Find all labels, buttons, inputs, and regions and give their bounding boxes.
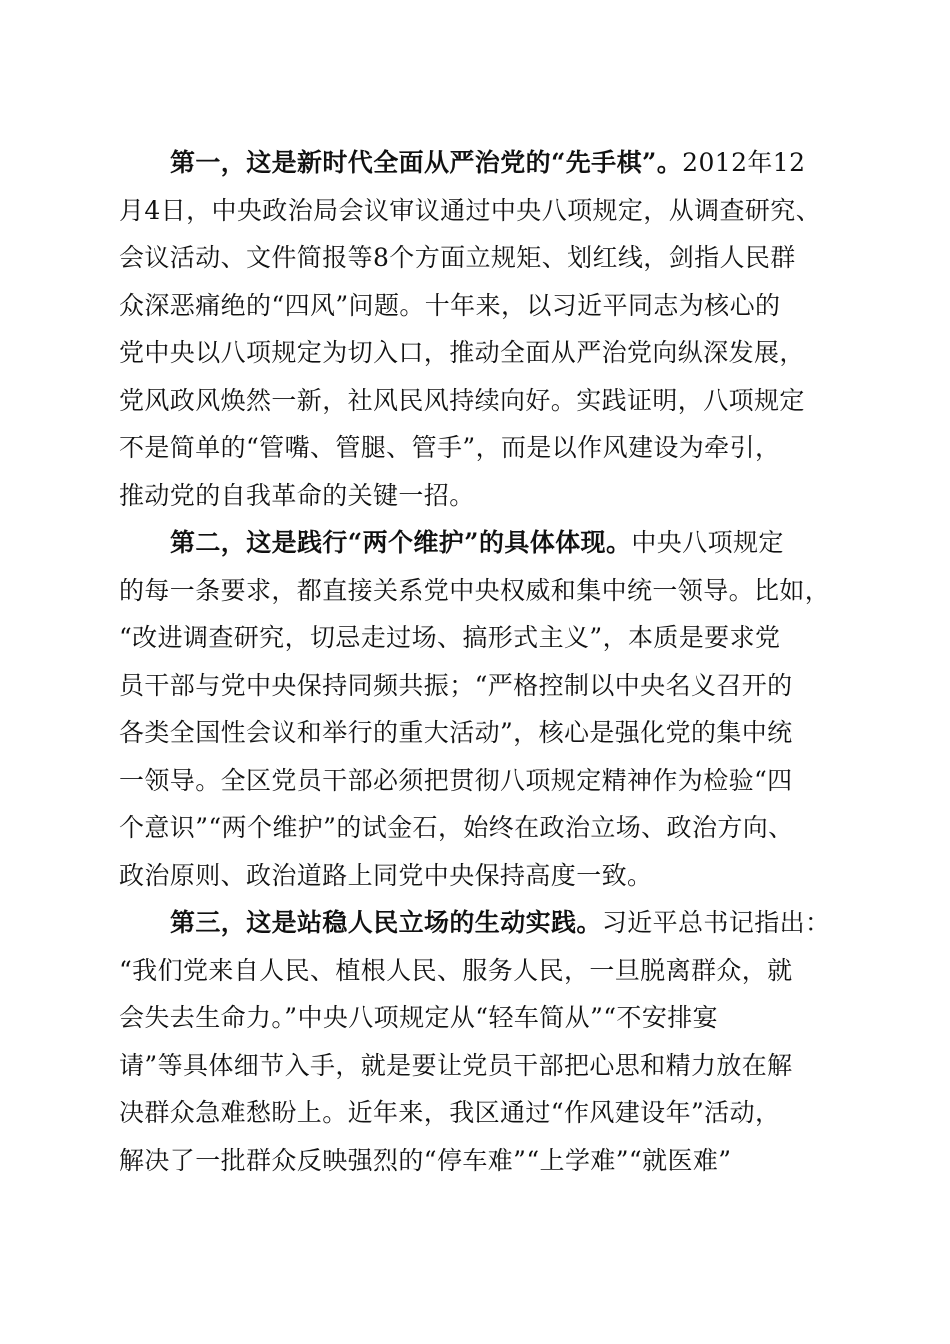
paragraph-3-lead: 第三，这是站稳人民立场的生动实践。 — [170, 908, 602, 937]
paragraph-1-text: 2012年12 — [682, 148, 806, 177]
paragraph-3-line-6: 解决了一批群众反映强烈的“停车难”“上学难”“就医难” — [119, 1146, 732, 1175]
paragraph-3-line-2: “我们党来自人民、植根人民、服务人民，一旦脱离群众，就 — [119, 956, 793, 985]
paragraph-2-line-3: “改进调查研究，切忌走过场、搞形式主义”，本质是要求党 — [119, 623, 781, 652]
paragraph-3-line-3: 会失去生命力。”中央八项规定从“轻车简从”“不安排宴 — [119, 1003, 719, 1032]
paragraph-3-line-1 — [170, 899, 840, 947]
paragraph-2-line-8: 政治原则、政治道路上同党中央保持高度一致。 — [119, 861, 653, 890]
paragraph-1-line-7: 不是简单的“管嘴、管腿、管手”，而是以作风建设为牵引， — [119, 433, 781, 462]
paragraph-2-line-2: 的每一条要求，都直接关系党中央权威和集中统一领导。比如， — [119, 576, 831, 605]
paragraph-1-line-5: 党中央以八项规定为切入口，推动全面从严治党向纵深发展， — [119, 338, 805, 367]
paragraph-2-lead: 第二，这是践行“两个维护”的具体体现。 — [170, 528, 632, 557]
paragraph-1-line-8: 推动党的自我革命的关键一招。 — [119, 481, 475, 510]
paragraph-1-line-4: 众深恶痛绝的“四风”问题。十年来，以习近平同志为核心的 — [119, 291, 781, 320]
paragraph-2-line-6: 一领导。全区党员干部必须把贯彻八项规定精神作为检验“四 — [119, 766, 793, 795]
paragraph-3-line-4: 请”等具体细节入手，就是要让党员干部把心思和精力放在解 — [119, 1051, 793, 1080]
paragraph-1-line-2: 月4日，中央政治局会议审议通过中央八项规定，从调查研究、 — [119, 196, 822, 225]
paragraph-1-line-3: 会议活动、文件简报等8个方面立规矩、划红线，剑指人民群 — [119, 243, 796, 272]
paragraph-2-line-1 — [170, 519, 840, 567]
paragraph-2-line-5: 各类全国性会议和举行的重大活动”，核心是强化党的集中统 — [119, 718, 793, 747]
paragraph-2-line-7: 个意识”“两个维护”的试金石，始终在政治立场、政治方向、 — [119, 813, 794, 842]
paragraph-3-line-5: 决群众急难愁盼上。近年来，我区通过“作风建设年”活动， — [119, 1098, 781, 1127]
paragraph-1-line-1 — [170, 139, 840, 187]
paragraph-3-text: 习近平总书记指出： — [601, 908, 831, 937]
paragraph-2-text: 中央八项规定 — [631, 528, 784, 557]
paragraph-2-line-4: 员干部与党中央保持同频共振；“严格控制以中央名义召开的 — [119, 671, 793, 700]
paragraph-1-line-6: 党风政风焕然一新，社风民风持续向好。实践证明，八项规定 — [119, 386, 805, 415]
paragraph-1-lead: 第一，这是新时代全面从严治党的“先手棋”。 — [170, 148, 683, 177]
